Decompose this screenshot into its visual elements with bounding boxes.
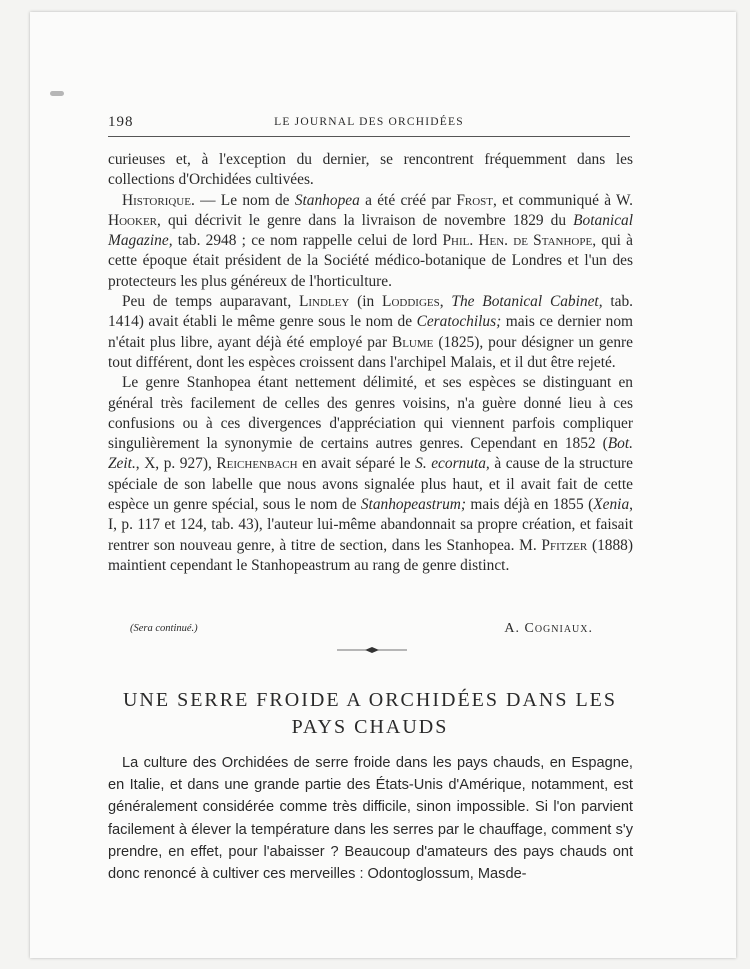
- paragraph-genre: [108, 373, 633, 576]
- paragraph-intro: La culture des Orchidées de serre froide dans les pays chauds, en Espagne, en Italie, et dans une grande partie des États-Unis d'Amérique, notamment, est généralement considérée comme très difficile, sinon impossible. Si l'on parvient facilement à élever la température dans les serres par le chauffage, comment s'y prendre, en effet, pour l'abaisser ? Beaucoup d'amateurs des pays chauds ont donc renoncé à cultiver ces merveilles : Odontoglossum, Masde-: [108, 755, 633, 883]
- text-run: tab. 1414) avait établi le même genre sous le nom de: [108, 293, 634, 331]
- text-run: ,: [439, 293, 452, 311]
- text-run: (1888) maintient cependant le Stanhopeastrum au rang de genre distinct.: [108, 536, 633, 574]
- text-run: à cause de la structure spéciale de son labelle que nous avons signalée plus haut, et il avait fait de cette espèce un genre spécial, sous le nom de: [108, 455, 633, 514]
- publication-title: Botanical Magazine,: [108, 211, 633, 250]
- text-run: (in: [349, 293, 383, 311]
- text-run: , I, p. 117 et 124, tab. 43), l'auteur lui-même abandonnait sa propre création, et faisait rentrer son nouveau genre, à titre de section, dans les Stanhopea. M.: [108, 496, 633, 554]
- publication-title: The Botanical Cabinet,: [451, 293, 603, 311]
- text-run: , qui à cette époque était président de la Société médico-botanique de Londres et l'un des protecteurs les plus généreux de l'horticulture.: [108, 232, 634, 290]
- title-line-2: PAYS CHAUDS: [291, 716, 449, 738]
- text-run: — Le nom de: [194, 191, 295, 209]
- publication-title: Xenia: [593, 496, 630, 514]
- text-run: tab. 2948 ; ce nom rappelle celui de lord: [172, 232, 443, 250]
- text-run: , X, p. 927),: [135, 455, 217, 473]
- ink-speck: [50, 91, 64, 96]
- genus-name: Ceratochilus;: [416, 313, 502, 331]
- article-body-2: [108, 752, 633, 885]
- page-number: 198: [108, 114, 134, 130]
- title-line-1: UNE SERRE FROIDE A ORCHIDÉES DANS LES: [122, 689, 618, 711]
- author-name: Pfitzer: [541, 536, 588, 554]
- paragraph-continuation: curieuses et, à l'exception du dernier, se rencontrent fréquemment dans les collections d'Orchidées cultivées.: [108, 151, 633, 189]
- genus-name: Stanhopeastrum;: [360, 496, 467, 514]
- text-run: Le genre Stanhopea étant nettement délimité, et ses espèces se distinguant en général très facilement de celles des genres voisins, n'a guère donné lieu à ces confusions ou à ces divergences d'appréciation qui viennent parfois compliquer singulièrement la synonymie de certains autres genres. Cependant en 1852 (: [108, 374, 633, 453]
- author-name: Reichenbach: [216, 455, 298, 473]
- section-divider-ornament: [337, 645, 407, 655]
- text-run: , et communiqué à W.: [493, 191, 634, 209]
- species-name: S. ecornuta,: [415, 455, 490, 473]
- text-run: mais ce dernier nom n'était plus libre, ayant déjà été employé par: [108, 313, 634, 351]
- author-name: Frost: [456, 191, 493, 209]
- paragraph-lindley: [108, 292, 633, 373]
- author-name: Lindley: [298, 293, 350, 311]
- person-name: Phil. Hen. de Stanhope: [442, 232, 593, 250]
- header-rule: [108, 136, 630, 137]
- article-title: [100, 687, 640, 741]
- author-name: Blume: [391, 333, 434, 351]
- to-be-continued-note: (Sera continué.): [130, 623, 198, 634]
- publication-title: Bot. Zeit.: [108, 435, 633, 473]
- article-body: [108, 150, 633, 576]
- text-run: mais déjà en 1855 (: [466, 496, 594, 514]
- text-run: Peu de temps auparavant,: [122, 293, 299, 311]
- running-title: LE JOURNAL DES ORCHIDÉES: [274, 116, 464, 128]
- signature-row: [130, 621, 593, 641]
- text-run: a été créé par: [359, 191, 457, 209]
- author-name: Loddiges: [382, 293, 440, 311]
- section-label: Historique.: [122, 191, 195, 209]
- page-header: [108, 112, 630, 134]
- text-run: , qui décrivit le genre dans la livraison de novembre 1829 du: [157, 211, 574, 229]
- genus-name: Stanhopea: [294, 191, 360, 209]
- author-name: Hooker: [108, 211, 158, 229]
- text-run: en avait séparé le: [297, 455, 416, 473]
- article-author: A. Cogniaux.: [504, 621, 593, 636]
- text-run: (1825), pour désigner un genre tout différent, dont les espèces croissent dans l'archipel Malais, et il dut être rejeté.: [108, 333, 633, 371]
- paragraph-historique: [108, 191, 633, 292]
